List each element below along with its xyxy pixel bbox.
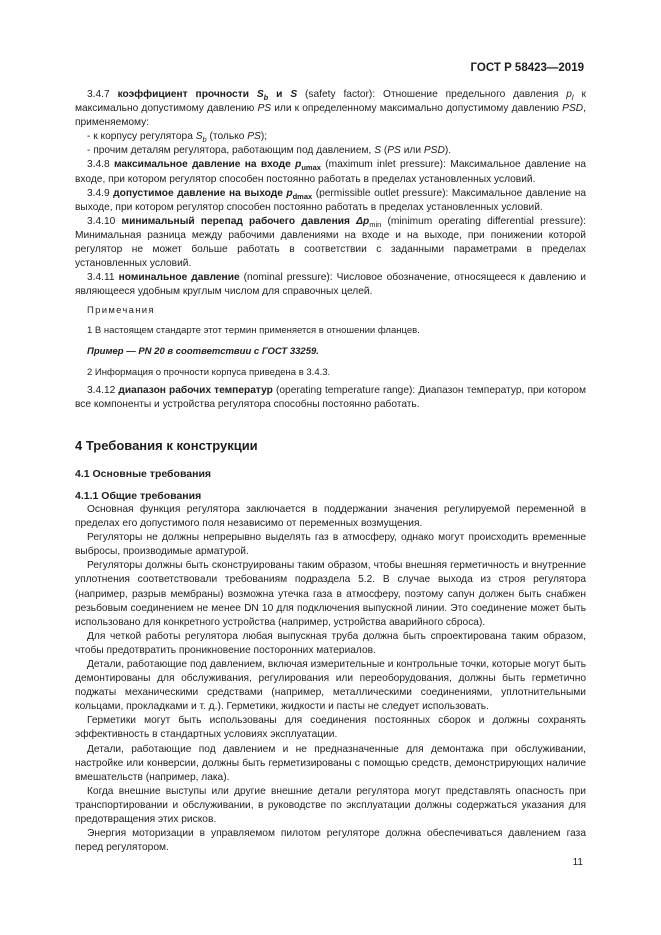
definition-text: , применяемому: xyxy=(75,103,586,129)
term: диапазон рабочих температур xyxy=(118,384,273,396)
symbol-subscript: min xyxy=(369,219,382,229)
conjunction: и xyxy=(276,89,283,100)
clause-number: 3.4.10 xyxy=(87,215,116,227)
note-2: 2 Информация о прочности корпуса приведена в 3.4.3. xyxy=(87,366,331,378)
symbol: S xyxy=(374,145,382,157)
clause-number: 3.4.8 xyxy=(87,159,110,171)
symbol: S xyxy=(195,131,203,143)
clause-3-4-11 xyxy=(75,271,586,299)
list-text: ( xyxy=(383,145,388,157)
definition-text: (minimum operating differential pressure): Минимальная разница между рабочими давлениями на входе и на выходе, при понижении которой регулятор не может больше работать в соответствии с заданными параметрами в пределах установленных условий. xyxy=(75,215,586,270)
term: номинальное давление xyxy=(118,272,240,284)
symbol: PS xyxy=(257,103,272,115)
page-number: 11 xyxy=(572,857,583,868)
term: максимальное давление на входе xyxy=(113,159,291,171)
paragraph: Регуляторы не должны непрерывно выделять газ в атмосферу, однако могут происходить временные выбросы, производимые арматурой. xyxy=(75,532,586,558)
section-title: 4 Требования к конструкции xyxy=(75,437,258,453)
symbol: PS xyxy=(387,145,401,157)
symbol: PSD xyxy=(423,145,445,157)
document-header: ГОСТ Р 58423—2019 xyxy=(470,62,584,74)
term: минимальный перепад рабочего давления xyxy=(121,215,350,227)
symbol-subscript: dmax xyxy=(292,191,313,201)
symbol: S xyxy=(290,89,298,100)
paragraph: Герметики могут быть использованы для соединения постоянных сборок и должны сохранять эффективность в стандартных условиях эксплуатации. xyxy=(75,715,586,741)
paragraph: Детали, работающие под давлением, включая измерительные и контрольные точки, которые могут быть демонтированы для обслуживания, регулирования или переоборудования, должны быть герметично поджаты механическими средствами (например, металлическими соединениями, уплотнительными кольцами, прокладками и т. д.). Герметики, жидкости и пасты не следует использовать. xyxy=(75,659,586,713)
notes-heading: Примечания xyxy=(87,305,155,317)
page-content xyxy=(75,88,586,855)
list-text: ). xyxy=(444,145,452,157)
symbol-subscript: b xyxy=(202,135,207,145)
list-text: ); xyxy=(260,131,268,143)
clause-number: 3.4.12 xyxy=(87,384,116,396)
symbol: PS xyxy=(247,131,261,143)
symbol: p xyxy=(286,187,293,199)
subsubsection-title: 4.1.1 Общие требования xyxy=(75,489,202,502)
list-text: или xyxy=(403,145,422,157)
definition-text: (maximum inlet pressure): Максимальное давление на входе, при котором регулятор способен постоянно работать в пределах установленных условий. xyxy=(75,159,586,185)
list-item xyxy=(75,144,586,158)
symbol-subscript: b xyxy=(263,93,269,102)
paragraph: Энергия моторизации в управляемом пилотом регуляторе должна обеспечиваться давлением газа перед регулятором. xyxy=(75,828,586,854)
clause-3-4-7 xyxy=(75,88,586,130)
paragraph: Основная функция регулятора заключается в поддержании значения регулируемой переменной в пределах его допустимого поля независимо от переменных возмущения. xyxy=(75,503,586,530)
symbol: PSD xyxy=(562,103,584,115)
paragraph: Для четкой работы регулятора любая выпускная труба должна быть спроектирована таким образом, чтобы предотвратить проникновение посторонних материалов. xyxy=(75,630,586,656)
clause-3-4-12 xyxy=(75,384,586,412)
note-1: 1 В настоящем стандарте этот термин применяется в отношении фланцев. xyxy=(87,324,420,336)
term: допустимое давление на выходе xyxy=(113,187,283,199)
symbol-subscript: umax xyxy=(301,163,321,173)
definition-text: или к определенному максимально допустимому давлению xyxy=(274,103,560,115)
example: Пример — PN 20 в соответствии с ГОСТ 33259. xyxy=(87,345,319,357)
definition-text: (operating temperature range): Диапазон температур, при котором все компоненты и устройства регулятора способны постоянно работать. xyxy=(75,384,586,410)
symbol: Δp xyxy=(356,215,370,227)
list-text: - к корпусу регулятора xyxy=(87,131,193,143)
definition-text: к максимально допустимому давлению xyxy=(75,89,586,115)
clause-3-4-8 xyxy=(75,158,586,186)
list-item xyxy=(75,130,586,144)
symbol: S xyxy=(256,89,264,100)
definition-text: (nominal pressure): Числовое обозначение, относящееся к давлению и являющееся удобным круглым числом для справочных целей. xyxy=(75,272,586,298)
term: коэффициент прочности xyxy=(117,89,249,100)
paragraph: Детали, работающие под давлением и не предназначенные для демонтажа при обслуживании, настройке или конверсии, должны быть герметизированы с помощью средств, демонстрирующих наличие вмешательств (например, лака). xyxy=(75,743,586,783)
clause-number: 3.4.7 xyxy=(87,89,110,100)
clause-number: 3.4.11 xyxy=(87,272,115,284)
list-text: - прочим деталям регулятора, работающим под давлением, xyxy=(87,145,372,157)
symbol: p xyxy=(566,89,572,100)
symbol-subscript: l xyxy=(571,93,574,102)
subsection-title: 4.1 Основные требования xyxy=(75,467,212,480)
list-text: (только xyxy=(209,131,245,143)
clause-3-4-10 xyxy=(75,215,586,271)
definition-text: (safety factor): Отношение предельного давления xyxy=(305,89,559,100)
paragraph: Регуляторы должны быть сконструированы таким образом, чтобы внешняя герметичность и внутренние уплотнения соответствовали требованиям подраздела 5.2. В случае выхода из строя регулятора (например, разрыв мембраны) возможна утечка газа в атмосферу, поэтому сапун должен быть снабжен резьбовым соединением не менее DN 10 для подключения выпускной линии. Это соединение может быть использовано для конкретного устройства (например, устройства аварийного сброса). xyxy=(75,560,586,628)
clause-number: 3.4.9 xyxy=(87,187,110,199)
paragraph: Когда внешние выступы или другие внешние детали регулятора могут представлять опасность при транспортировании и обслуживании, в руководстве по эксплуатации должны содержаться указания для предотвращения этих рисков. xyxy=(75,785,586,826)
symbol: p xyxy=(295,159,302,171)
clause-3-4-9 xyxy=(75,187,586,215)
definition-text: (permissible outlet pressure): Максимальное давление на выходе, при котором регулятор способен постоянно работать в пределах установленных условий. xyxy=(75,187,586,213)
